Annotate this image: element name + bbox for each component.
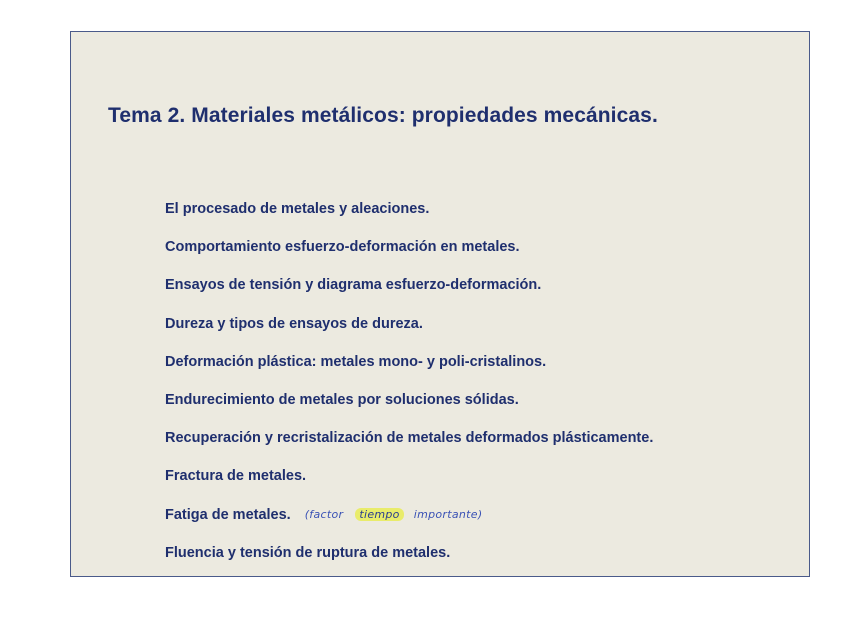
note-highlight: tiempo [355,508,403,521]
list-item: Ensayos de tensión y diagrama esfuerzo-deformación. [165,277,542,294]
topic-list [165,190,653,572]
note-text-factor: (factor [304,508,344,522]
list-item: Recuperación y recristalización de metales deformados plásticamente. [165,430,654,447]
note-text-importante: importante) [413,508,483,522]
list-item: Fluencia y tensión de ruptura de metales. [165,544,451,561]
list-item: Fractura de metales. [165,468,307,485]
list-item: Endurecimiento de metales por soluciones sólidas. [165,392,519,409]
list-item: Deformación plástica: metales mono- y poli-cristalinos. [165,353,547,370]
list-item: Comportamiento esfuerzo-deformación en metales. [165,239,520,256]
handwritten-note [305,508,483,521]
slide [70,31,810,577]
list-item: El procesado de metales y aleaciones. [165,201,430,218]
list-item-text: Fatiga de metales. [165,506,291,523]
slide-title: Tema 2. Materiales metálicos: propiedades mecánicas. [108,104,658,127]
list-item: Dureza y tipos de ensayos de dureza. [165,315,423,332]
list-item-with-note [165,496,653,534]
